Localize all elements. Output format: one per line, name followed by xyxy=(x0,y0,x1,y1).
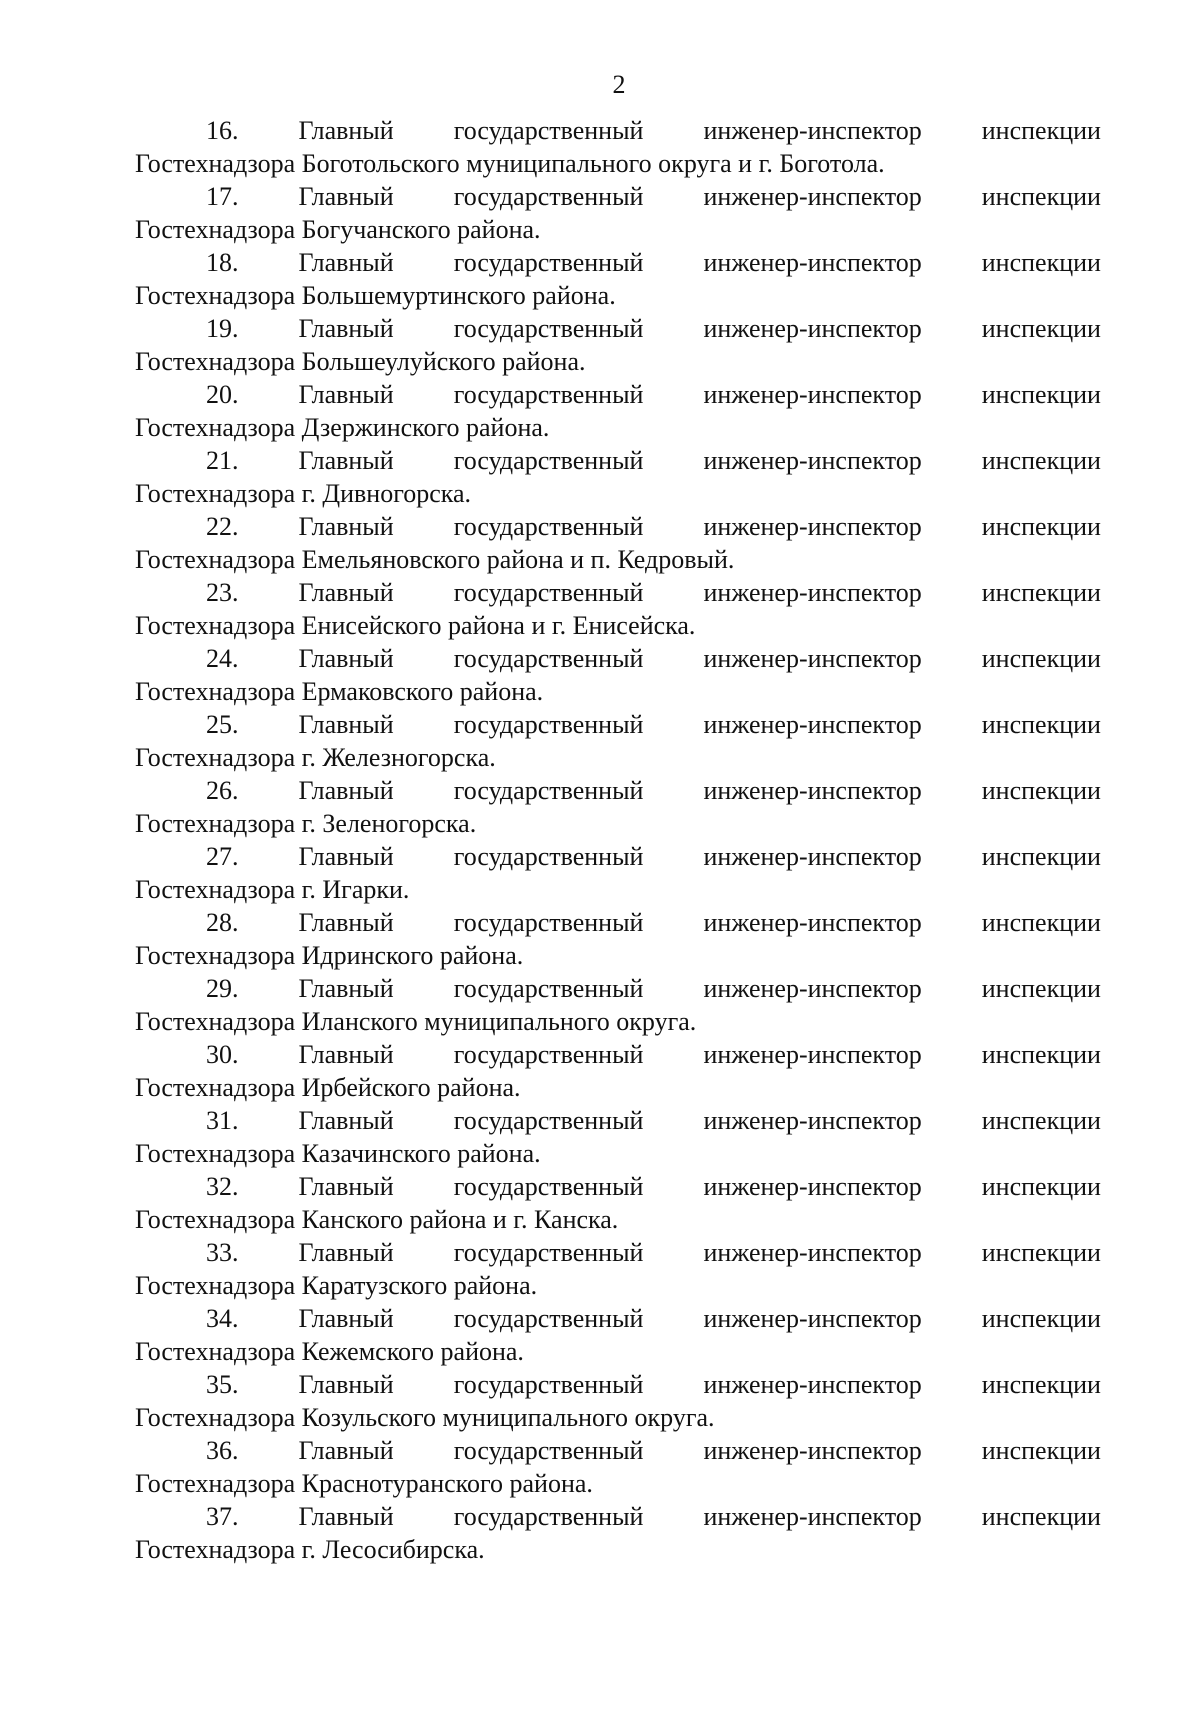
item-word: государственный xyxy=(453,644,644,673)
list-item xyxy=(135,1302,1101,1368)
item-number: 31. xyxy=(206,1106,239,1135)
item-word: государственный xyxy=(453,776,644,805)
item-first-line xyxy=(135,114,1101,147)
item-number: 24. xyxy=(206,644,239,673)
item-number: 26. xyxy=(206,776,239,805)
item-word: государственный xyxy=(453,380,644,409)
item-word: инженер-инспектор xyxy=(703,908,922,937)
item-first-line xyxy=(135,642,1101,675)
item-word: инженер-инспектор xyxy=(703,1040,922,1069)
item-number: 17. xyxy=(206,182,239,211)
item-word: Главный xyxy=(298,1172,394,1201)
item-first-line xyxy=(135,1236,1101,1269)
item-word: государственный xyxy=(453,1502,644,1531)
item-word: Главный xyxy=(298,1304,394,1333)
item-word: государственный xyxy=(453,842,644,871)
item-number: 34. xyxy=(206,1304,239,1333)
item-number: 28. xyxy=(206,908,239,937)
item-number: 22. xyxy=(206,512,239,541)
item-first-line xyxy=(135,1038,1101,1071)
item-text: Гостехнадзора Большемуртинского района. xyxy=(135,281,616,310)
item-word: инженер-инспектор xyxy=(703,1172,922,1201)
item-text: Гостехнадзора г. Дивногорска. xyxy=(135,479,472,508)
item-word: инженер-инспектор xyxy=(703,116,922,145)
item-word: государственный xyxy=(453,974,644,1003)
item-word: инспекции xyxy=(981,182,1101,211)
item-number: 21. xyxy=(206,446,239,475)
item-word: Главный xyxy=(298,182,394,211)
item-word: Главный xyxy=(298,776,394,805)
list-item xyxy=(135,1170,1101,1236)
item-word: инженер-инспектор xyxy=(703,182,922,211)
item-word: инспекции xyxy=(981,380,1101,409)
list-item xyxy=(135,840,1101,906)
item-word: инспекции xyxy=(981,1040,1101,1069)
list-item xyxy=(135,114,1101,180)
item-number: 35. xyxy=(206,1370,239,1399)
item-word: инженер-инспектор xyxy=(703,380,922,409)
item-text: Гостехнадзора Краснотуранского района. xyxy=(135,1469,593,1498)
item-first-line xyxy=(135,972,1101,1005)
item-first-line xyxy=(135,510,1101,543)
list-item xyxy=(135,1038,1101,1104)
item-text: Гостехнадзора г. Лесосибирска. xyxy=(135,1535,485,1564)
item-word: инспекции xyxy=(981,314,1101,343)
item-word: инженер-инспектор xyxy=(703,1238,922,1267)
item-first-line xyxy=(135,906,1101,939)
item-word: инспекции xyxy=(981,512,1101,541)
item-word: инспекции xyxy=(981,1238,1101,1267)
item-number: 23. xyxy=(206,578,239,607)
item-word: инспекции xyxy=(981,248,1101,277)
item-word: государственный xyxy=(453,446,644,475)
item-word: инспекции xyxy=(981,710,1101,739)
item-number: 32. xyxy=(206,1172,239,1201)
list-item xyxy=(135,180,1101,246)
item-first-line xyxy=(135,444,1101,477)
item-word: инспекции xyxy=(981,446,1101,475)
item-word: инженер-инспектор xyxy=(703,248,922,277)
page-number: 2 xyxy=(612,70,626,99)
item-word: Главный xyxy=(298,710,394,739)
list-item xyxy=(135,378,1101,444)
item-word: государственный xyxy=(453,116,644,145)
item-text: Гостехнадзора Козульского муниципального округа. xyxy=(135,1403,715,1432)
item-text: Гостехнадзора Каратузского района. xyxy=(135,1271,538,1300)
item-word: инженер-инспектор xyxy=(703,446,922,475)
item-first-line xyxy=(135,246,1101,279)
item-text: Гостехнадзора Ермаковского района. xyxy=(135,677,544,706)
item-word: Главный xyxy=(298,644,394,673)
item-word: Главный xyxy=(298,116,394,145)
item-number: 37. xyxy=(206,1502,239,1531)
item-word: Главный xyxy=(298,1106,394,1135)
list-item xyxy=(135,510,1101,576)
item-first-line xyxy=(135,1104,1101,1137)
item-word: инспекции xyxy=(981,842,1101,871)
item-first-line xyxy=(135,1500,1101,1533)
item-number: 20. xyxy=(206,380,239,409)
item-text: Гостехнадзора Канского района и г. Канска. xyxy=(135,1205,619,1234)
item-word: государственный xyxy=(453,512,644,541)
item-text: Гостехнадзора г. Игарки. xyxy=(135,875,410,904)
item-word: государственный xyxy=(453,1238,644,1267)
list-item xyxy=(135,246,1101,312)
items-list xyxy=(135,114,1101,1566)
item-word: инспекции xyxy=(981,776,1101,805)
item-text: Гостехнадзора Идринского района. xyxy=(135,941,524,970)
item-number: 30. xyxy=(206,1040,239,1069)
item-word: государственный xyxy=(453,710,644,739)
item-word: инженер-инспектор xyxy=(703,710,922,739)
item-word: Главный xyxy=(298,1502,394,1531)
item-word: Главный xyxy=(298,1040,394,1069)
item-word: государственный xyxy=(453,1106,644,1135)
item-number: 25. xyxy=(206,710,239,739)
item-word: государственный xyxy=(453,578,644,607)
item-word: государственный xyxy=(453,908,644,937)
list-item xyxy=(135,1368,1101,1434)
item-word: Главный xyxy=(298,974,394,1003)
list-item xyxy=(135,1104,1101,1170)
item-word: инспекции xyxy=(981,908,1101,937)
list-item xyxy=(135,906,1101,972)
item-word: государственный xyxy=(453,1304,644,1333)
item-word: государственный xyxy=(453,1370,644,1399)
item-number: 18. xyxy=(206,248,239,277)
item-word: Главный xyxy=(298,446,394,475)
item-word: инспекции xyxy=(981,1370,1101,1399)
item-word: Главный xyxy=(298,908,394,937)
list-item xyxy=(135,1434,1101,1500)
item-first-line xyxy=(135,576,1101,609)
item-word: Главный xyxy=(298,1370,394,1399)
item-text: Гостехнадзора Казачинского района. xyxy=(135,1139,541,1168)
item-text: Гостехнадзора г. Железногорска. xyxy=(135,743,496,772)
item-word: Главный xyxy=(298,578,394,607)
item-word: инженер-инспектор xyxy=(703,974,922,1003)
item-first-line xyxy=(135,180,1101,213)
item-word: Главный xyxy=(298,314,394,343)
item-word: государственный xyxy=(453,1436,644,1465)
item-word: Главный xyxy=(298,842,394,871)
item-word: инспекции xyxy=(981,974,1101,1003)
list-item xyxy=(135,708,1101,774)
item-word: инспекции xyxy=(981,1106,1101,1135)
item-word: государственный xyxy=(453,1040,644,1069)
item-text: Гостехнадзора Боготольского муниципального округа и г. Боготола. xyxy=(135,149,885,178)
item-word: инженер-инспектор xyxy=(703,578,922,607)
item-first-line xyxy=(135,774,1101,807)
item-word: инспекции xyxy=(981,578,1101,607)
item-word: Главный xyxy=(298,1436,394,1465)
list-item xyxy=(135,774,1101,840)
item-word: инженер-инспектор xyxy=(703,842,922,871)
item-word: государственный xyxy=(453,314,644,343)
item-text: Гостехнадзора Емельяновского района и п. Кедровый. xyxy=(135,545,735,574)
item-word: государственный xyxy=(453,248,644,277)
item-word: инженер-инспектор xyxy=(703,1370,922,1399)
item-first-line xyxy=(135,378,1101,411)
item-first-line xyxy=(135,1302,1101,1335)
item-text: Гостехнадзора Ирбейского района. xyxy=(135,1073,521,1102)
item-word: инженер-инспектор xyxy=(703,512,922,541)
item-word: инженер-инспектор xyxy=(703,1304,922,1333)
list-item xyxy=(135,1236,1101,1302)
item-word: Главный xyxy=(298,512,394,541)
item-text: Гостехнадзора Большеулуйского района. xyxy=(135,347,586,376)
item-first-line xyxy=(135,840,1101,873)
item-first-line xyxy=(135,1434,1101,1467)
item-text: Гостехнадзора Иланского муниципального округа. xyxy=(135,1007,697,1036)
list-item xyxy=(135,1500,1101,1566)
item-number: 33. xyxy=(206,1238,239,1267)
item-first-line xyxy=(135,312,1101,345)
list-item xyxy=(135,576,1101,642)
item-word: Главный xyxy=(298,1238,394,1267)
item-word: инженер-инспектор xyxy=(703,1106,922,1135)
item-word: инженер-инспектор xyxy=(703,776,922,805)
item-word: Главный xyxy=(298,380,394,409)
item-word: государственный xyxy=(453,1172,644,1201)
item-word: инженер-инспектор xyxy=(703,1502,922,1531)
item-word: инспекции xyxy=(981,1436,1101,1465)
list-item xyxy=(135,312,1101,378)
item-number: 19. xyxy=(206,314,239,343)
item-number: 27. xyxy=(206,842,239,871)
item-number: 16. xyxy=(206,116,239,145)
item-word: инженер-инспектор xyxy=(703,1436,922,1465)
item-text: Гостехнадзора Дзержинского района. xyxy=(135,413,550,442)
item-word: инженер-инспектор xyxy=(703,314,922,343)
item-text: Гостехнадзора Кежемского района. xyxy=(135,1337,524,1366)
item-number: 36. xyxy=(206,1436,239,1465)
item-text: Гостехнадзора г. Зеленогорска. xyxy=(135,809,477,838)
item-first-line xyxy=(135,1170,1101,1203)
list-item xyxy=(135,972,1101,1038)
item-first-line xyxy=(135,708,1101,741)
item-word: инспекции xyxy=(981,644,1101,673)
list-item xyxy=(135,444,1101,510)
item-word: инспекции xyxy=(981,1502,1101,1531)
item-word: инженер-инспектор xyxy=(703,644,922,673)
item-text: Гостехнадзора Богучанского района. xyxy=(135,215,541,244)
item-text: Гостехнадзора Енисейского района и г. Енисейска. xyxy=(135,611,696,640)
item-word: инспекции xyxy=(981,1172,1101,1201)
item-word: инспекции xyxy=(981,116,1101,145)
item-word: инспекции xyxy=(981,1304,1101,1333)
item-number: 29. xyxy=(206,974,239,1003)
item-word: государственный xyxy=(453,182,644,211)
item-first-line xyxy=(135,1368,1101,1401)
item-word: Главный xyxy=(298,248,394,277)
list-item xyxy=(135,642,1101,708)
